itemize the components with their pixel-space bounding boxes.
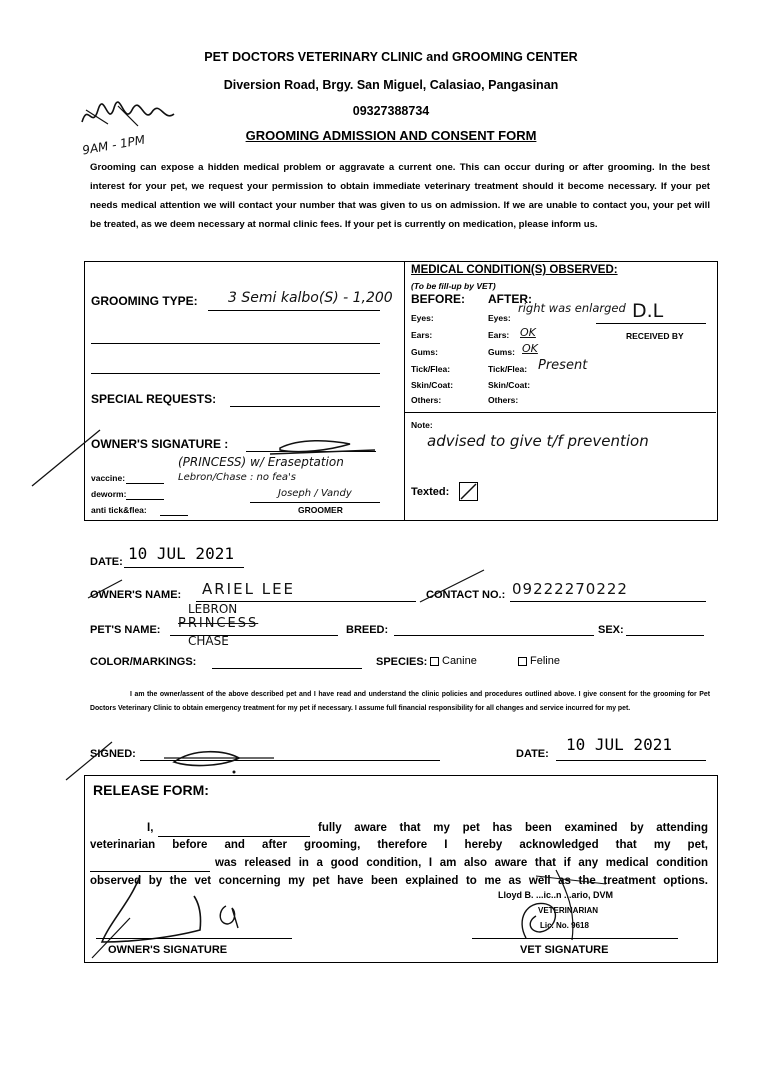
contact-line [510,601,706,602]
consent-text: I am the owner/assent of the above described pet and I have read and understand the clinic policies and procedures outlined above. I give consent for the grooming for Pet Doctors Veterinary Clinic to obtain emergency treatment for my pet if necessary. I assume full financial responsibility for all changes and service incurred for my pet. [90,691,710,712]
after-eyes-value: right was enlarged [518,301,626,315]
groomer-line [250,502,380,503]
pet-name-value-3: CHASE [188,634,229,648]
anti-tick-label: anti tick&flea: [91,505,147,515]
after-ears-value: OK [520,326,536,339]
grooming-type-value[interactable]: 3 Semi kalbo(S) - 1,200 [228,290,393,306]
after-skin: Skin/Coat: [488,380,531,390]
received-by-label: RECEIVED BY [626,331,684,341]
vaccine-label: vaccine: [91,473,126,483]
note-divider [405,412,716,413]
box-divider [404,262,405,520]
anti-tick-line [160,515,188,516]
feline-label: Feline [530,655,560,667]
after-eyes: Eyes: [488,313,511,323]
pet-name-label: PET'S NAME: [90,624,161,636]
date-value: 10 JUL 2021 [128,544,234,563]
groomer-label: GROOMER [298,505,343,515]
before-others: Others: [411,395,442,405]
grooming-type-label: GROOMING TYPE: [91,294,198,308]
form-title: GROOMING ADMISSION AND CONSENT FORM [245,128,537,143]
strike-mark [86,578,126,600]
owner-signature-release-label: OWNER'S SIGNATURE [108,944,228,956]
pet-name-value-2[interactable]: PRINCESS [178,616,259,631]
hw-note-1: (PRINCESS) w/ Eraseptation [178,455,344,469]
clinic-name: PET DOCTORS VETERINARY CLINIC and GROOMING CENTER [204,50,578,64]
clinic-address: Diversion Road, Brgy. San Miguel, Calasiao, Pangasinan [223,78,559,92]
handwritten-scribble [78,100,188,136]
color-label: COLOR/MARKINGS: [90,656,197,668]
signed-label: SIGNED: [90,748,136,760]
after-tick: Tick/Flea: [488,364,528,374]
special-requests-line [230,406,380,407]
canine-checkbox[interactable] [430,657,439,666]
deworm-label: deworm: [91,489,127,499]
owner-signature-label: OWNER'S SIGNATURE : [91,437,229,451]
grooming-type-line [208,310,380,311]
vaccine-line [126,483,164,484]
contact-value[interactable]: 09222270222 [512,580,628,598]
pet-name-value-1: LEBRON [188,602,238,616]
contact-label: CONTACT NO.: [426,589,506,601]
handwritten-time: 9AM - 1PM [81,132,147,158]
color-line [212,668,362,669]
breed-label: BREED: [346,624,389,636]
texted-checkbox[interactable] [459,482,478,501]
release-title: RELEASE FORM: [93,782,209,798]
after-gums: Gums: [488,347,515,357]
hw-note-2: Lebron/Chase : no fea's [178,472,296,483]
medical-title: MEDICAL CONDITION(S) OBSERVED: [411,264,618,276]
after-label: AFTER: [488,292,532,306]
special-requests-label: SPECIAL REQUESTS: [91,392,217,406]
after-gums-value: OK [522,342,538,355]
check-mark-icon [460,483,477,500]
note-value: advised to give t/f prevention [427,432,649,450]
before-gums: Gums: [411,347,438,357]
vet-stamp-license: Lic. No. 9618 [540,921,589,930]
intro-text: Grooming can expose a hidden medical problem or aggravate a current one. This can occur during or after grooming. In the best interest for your pet, we request your permission to obtain immediate veterinary treatment should it become necessary. If your pet needs medical attention we will contact your number that was given to us on admission. If we are unable to contact you, your pet will be treated, as we deem necessary at normal clinic fees. If your pet is currently on medication, please inform us. [90,162,710,230]
before-ears: Ears: [411,330,433,340]
canine-label: Canine [442,655,477,667]
feline-checkbox[interactable] [518,657,527,666]
note-label: Note: [411,420,433,430]
release-owner-name-line [158,836,310,837]
release-line1-prefix: I, [147,822,154,834]
intro-paragraph [90,158,710,234]
sex-label: SEX: [598,624,624,636]
pet-name-line [170,635,338,636]
contact-strike-mark [418,568,488,604]
species-label: SPECIES: [376,656,428,668]
grooming-blank-line-1 [91,343,380,344]
vet-sig-line [472,938,678,939]
clinic-phone: 09327388734 [352,104,430,118]
vet-stamp-title: VETERINARIAN [538,906,599,915]
date2-line [556,760,706,761]
date-line [124,567,244,568]
before-eyes: Eyes: [411,313,434,323]
vet-stamp-name: Lloyd B. ...ic..n ...ario, DVM [498,890,614,900]
before-label: BEFORE: [411,292,465,306]
after-ears: Ears: [488,330,510,340]
owner-name-value[interactable]: ARIEL LEE [202,580,296,598]
release-line3-suffix: was released in a good condition, I am also aware that if any medical condition [215,857,708,869]
before-tick: Tick/Flea: [411,364,451,374]
date-label: DATE: [90,556,123,568]
release-line1-suffix: fully aware that my pet has been examined by attending [318,822,708,834]
owner-release-sig-line [96,938,292,939]
release-line2: veterinarian before and after grooming, therefore I hereby acknowledged that my pet, [90,839,708,851]
received-by-line [596,323,706,324]
deworm-line [126,499,164,500]
feline-option[interactable] [512,655,560,667]
vet-signature-label: VET SIGNATURE [520,944,609,956]
date2-value: 10 JUL 2021 [566,735,672,754]
release-line4: observed by the vet concerning my pet have been explained to me as well as the treatment options. [90,875,708,887]
after-tick-value: Present [538,358,588,373]
canine-option[interactable] [424,655,477,667]
after-others: Others: [488,395,519,405]
vet-signature-mark [506,860,626,950]
groomer-value: Joseph / Vandy [278,488,352,499]
sex-line [626,635,704,636]
grooming-blank-line-2 [91,373,380,374]
owner-name-label: OWNER'S NAME: [90,589,182,601]
breed-line [394,635,594,636]
texted-label: Texted: [411,486,450,498]
medical-subtitle: (To be fill-up by VET) [411,281,496,291]
before-skin: Skin/Coat: [411,380,454,390]
date2-label: DATE: [516,748,549,760]
received-by-value: D.L [632,300,664,322]
